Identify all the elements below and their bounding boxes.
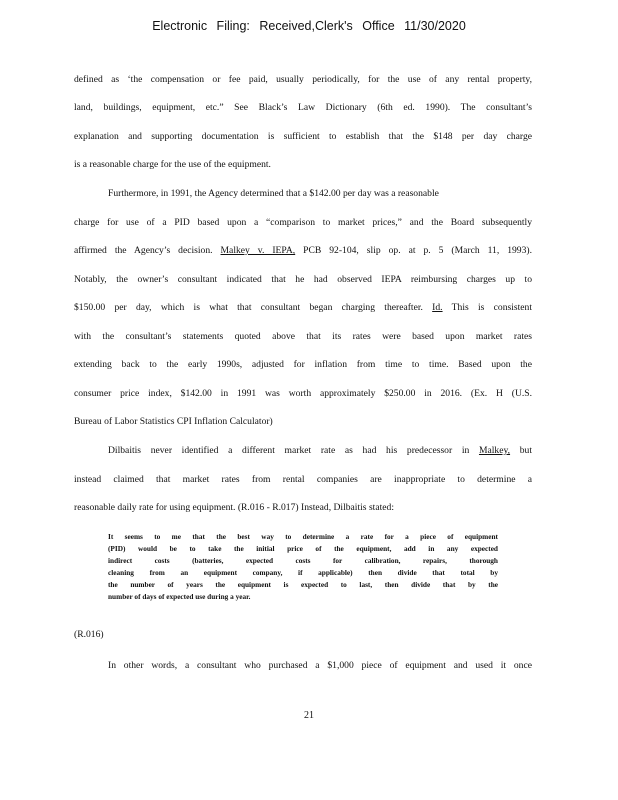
paragraph-line [108,445,532,457]
text-run: affirmed the Agency’s decision. [74,245,213,256]
paragraph-line: charge for use of a PID based upon a “comparison to market prices,” and the Board subsequently [74,217,532,228]
paragraph-line: explanation and supporting documentation is sufficient to establish that the $148 per day charge [74,131,532,142]
paragraph-line: instead claimed that market rates from rental companies are inappropriate to determine a [74,474,532,485]
paragraph-line: Bureau of Labor Statistics CPI Inflation Calculator) [74,416,273,427]
quote-line: indirect costs (batteries, expected costs for calibration, repairs, thorough [108,556,498,565]
paragraph-line: is a reasonable charge for the use of the equipment. [74,159,271,170]
paragraph-line: Notably, the owner’s consultant indicated that he had observed IEPA reimbursing charges up to [74,274,532,285]
page-number: 21 [304,710,314,721]
quote-line: cleaning from an equipment company, if applicable) then divide that total by [108,568,498,577]
case-citation-malkey: Malkey, [478,445,511,456]
paragraph-line: reasonable daily rate for using equipment. (R.016 - R.017) Instead, Dilbaitis stated: [74,502,394,513]
paragraph-line: Furthermore, in 1991, the Agency determined that a $142.00 per day was a reasonable [108,188,439,199]
text-run: Dilbaitis never identified a different market rate as had his predecessor in [108,445,470,456]
quote-line: the number of years the equipment is expected to last, then divide that by the [108,580,498,589]
paragraph-line [74,245,532,257]
text-run: This is consistent [451,302,533,313]
text-run: but [519,445,532,456]
record-citation: (R.016) [74,629,104,640]
paragraph-line [74,302,532,314]
paragraph-line: In other words, a consultant who purchased a $1,000 piece of equipment and used it once [108,660,532,671]
text-run: $150.00 per day, which is what that consultant began charging thereafter. [74,302,423,313]
electronic-filing-header: Electronic Filing: Received,Clerk's Office 11/30/2020 [152,19,466,33]
paragraph-line: with the consultant’s statements quoted above that its rates were based upon market rates [74,331,532,342]
paragraph-line: land, buildings, equipment, etc.” See Black’s Law Dictionary (6th ed. 1990). The consultant’s [74,102,532,113]
citation-id: Id. [432,302,443,313]
paragraph-line: extending back to the early 1990s, adjusted for inflation from time to time. Based upon the [74,359,532,370]
paragraph-line: defined as ‘the compensation or fee paid, usually periodically, for the use of any rental property, [74,74,532,85]
case-citation-malkey: Malkey v. IEPA, [220,245,296,256]
quote-line: (PID) would be to take the initial price of the equipment, add in any expected [108,544,498,553]
quote-line: It seems to me that the best way to determine a rate for a piece of equipment [108,532,498,541]
text-run: PCB 92-104, slip op. at p. 5 (March 11, 1993). [303,245,532,256]
quote-line: number of days of expected use during a year. [108,592,251,601]
paragraph-line: consumer price index, $142.00 in 1991 was worth approximately $250.00 in 2016. (Ex. H (U.S. [74,388,532,399]
